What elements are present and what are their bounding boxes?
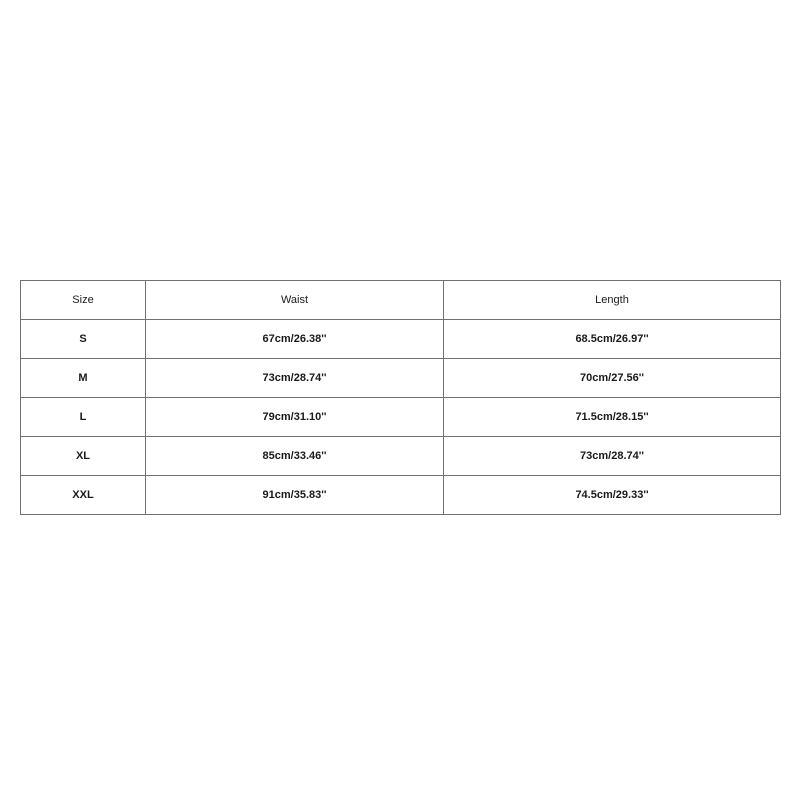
header-size: Size — [21, 281, 146, 320]
cell-length: 70cm/27.56'' — [444, 359, 781, 398]
cell-size: L — [21, 398, 146, 437]
size-chart-table — [20, 280, 781, 515]
cell-waist: 67cm/26.38'' — [146, 320, 444, 359]
cell-size: XXL — [21, 476, 146, 515]
cell-size: M — [21, 359, 146, 398]
table-header-row — [21, 281, 781, 320]
cell-length: 74.5cm/29.33'' — [444, 476, 781, 515]
table-row — [21, 398, 781, 437]
table-row — [21, 437, 781, 476]
cell-length: 71.5cm/28.15'' — [444, 398, 781, 437]
cell-waist: 73cm/28.74'' — [146, 359, 444, 398]
table-row — [21, 320, 781, 359]
cell-length: 73cm/28.74'' — [444, 437, 781, 476]
cell-length: 68.5cm/26.97'' — [444, 320, 781, 359]
table-row — [21, 476, 781, 515]
header-length: Length — [444, 281, 781, 320]
cell-waist: 85cm/33.46'' — [146, 437, 444, 476]
cell-waist: 79cm/31.10'' — [146, 398, 444, 437]
table-row — [21, 359, 781, 398]
cell-size: S — [21, 320, 146, 359]
header-waist: Waist — [146, 281, 444, 320]
cell-size: XL — [21, 437, 146, 476]
cell-waist: 91cm/35.83'' — [146, 476, 444, 515]
